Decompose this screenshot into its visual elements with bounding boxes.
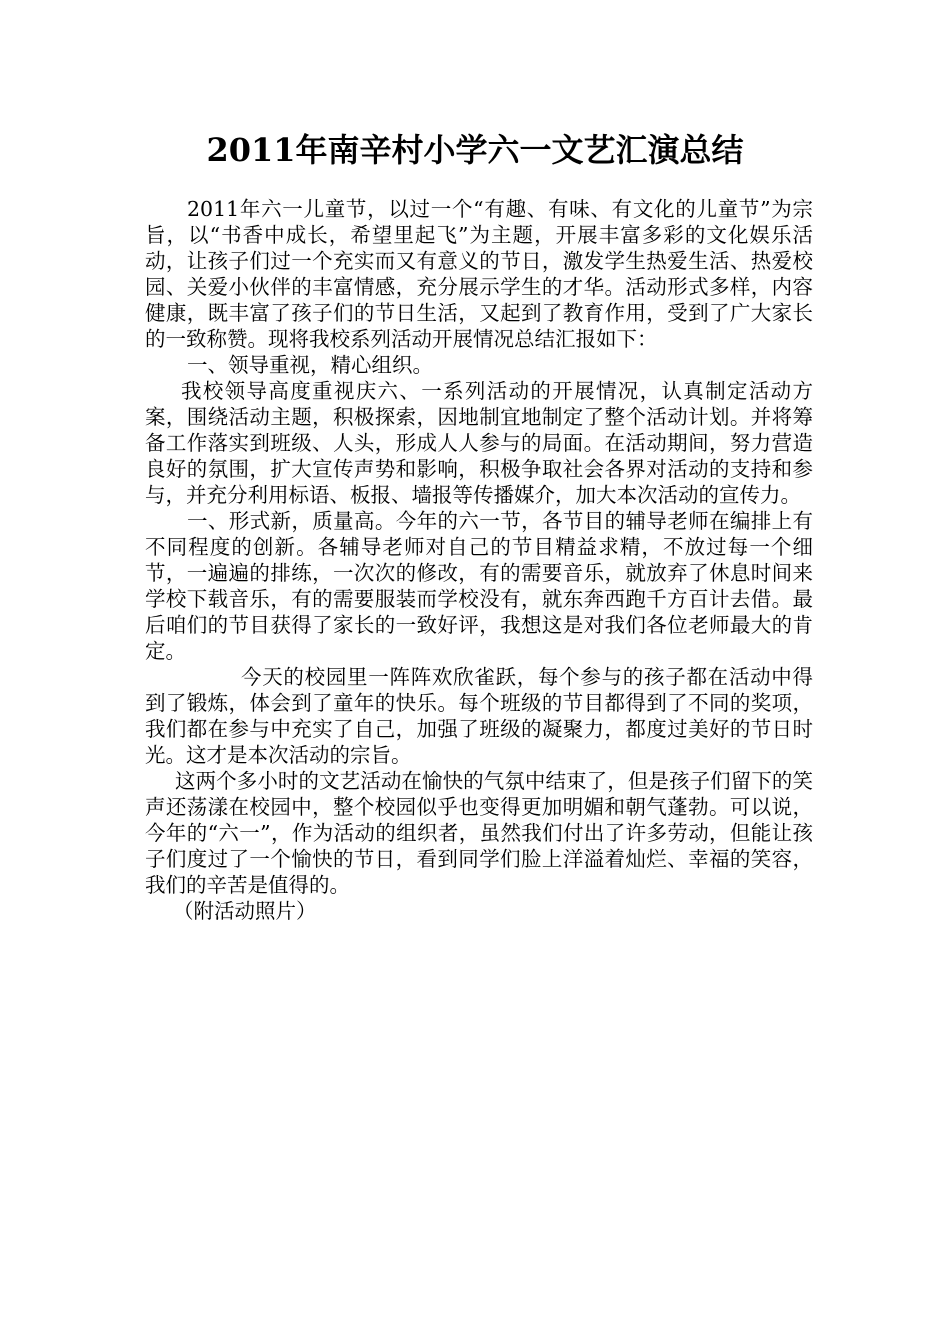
document-title: 2011年南辛村小学六一文艺汇演总结: [206, 131, 744, 169]
paragraph-leadership: 我校领导高度重视庆六、一系列活动的开展情况，认真制定活动方案，围绕活动主题，积极探索，因地制宜地制定了整个活动计划。并将筹备工作落实到班级、人头，形成人人参与的局面。在活动期间，努力营造良好的氛围，扩大宣传声势和影响，积极争取社会各界对活动的支持和参与，并充分利用标语、板报、墙报等传播媒介，加大本次活动的宣传力。: [145, 379, 813, 507]
paragraph-form-quality: 一、形式新，质量高。今年的六一节，各节目的辅导老师在编排上有不同程度的创新。各辅导老师对自己的节目精益求精，不放过每一个细节，一遍遍的排练，一次次的修改，有的需要音乐，就放弃了休息时间来学校下载音乐，有的需要服装而学校没有，就东奔西跑千方百计去借。最后咱们的节目获得了家长的一致好评，我想这是对我们各位老师最大的肯定。: [145, 509, 813, 663]
document-body: [145, 196, 813, 924]
paragraph-intro: 2011年六一儿童节，以过一个“有趣、有味、有文化的儿童节”为宗旨，以“书香中成长，希望里起飞”为主题，开展丰富多彩的文化娱乐活动，让孩子们过一个充实而又有意义的节日，激发学生热爱生活、热爱校园、关爱小伙伴的丰富情感，充分展示学生的才华。活动形式多样，内容健康，既丰富了孩子们的节日生活，又起到了教育作用，受到了广大家长的一致称赞。现将我校系列活动开展情况总结汇报如下：: [145, 197, 813, 351]
paragraph-conclusion: 这两个多小时的文艺活动在愉快的气氛中结束了，但是孩子们留下的笑声还荡漾在校园中，整个校园似乎也变得更加明媚和朝气蓬勃。可以说，今年的“六一”，作为活动的组织者，虽然我们付出了许多劳动，但能让孩子们度过了一个愉快的节日，看到同学们脸上洋溢着灿烂、幸福的笑容，我们的辛苦是值得的。: [145, 769, 813, 897]
section-heading-leadership: 一、领导重视，精心组织。: [187, 353, 433, 377]
attachment-note: （附活动照片）: [173, 899, 317, 923]
paragraph-campus-joy: 今天的校园里一阵阵欢欣雀跃，每个参与的孩子都在活动中得到了锻炼，体会到了童年的快乐。每个班级的节目都得到了不同的奖项，我们都在参与中充实了自己，加强了班级的凝聚力，都度过美好的节日时光。这才是本次活动的宗旨。: [145, 665, 813, 767]
